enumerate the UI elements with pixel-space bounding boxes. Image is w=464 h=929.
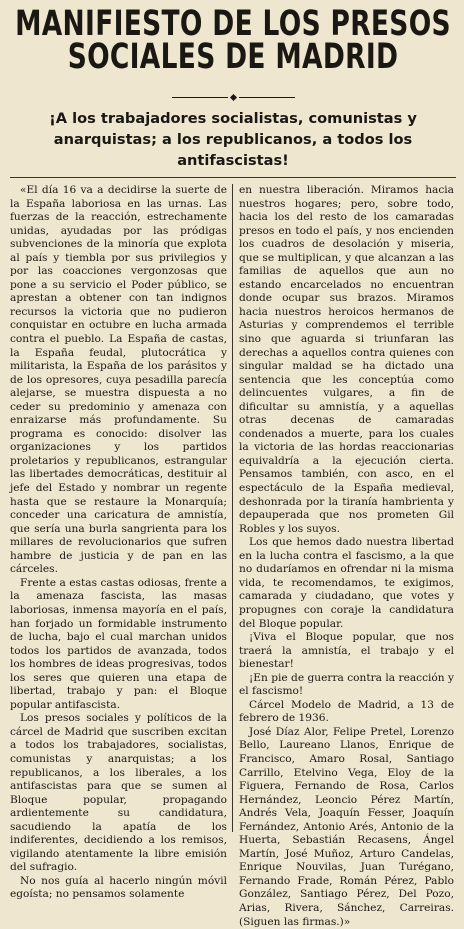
paragraph: en nuestra liberación. Miramos hacia nuestros hogares; pero, sobre todo, hacia los del resto de los camaradas presos en todo el país, y nos encienden los cuadros de desolación y miseria, que se multiplican, y que alcanzan a las familias de aquellos que aun no estando encarcelados no encuentran donde ocupar sus brazos. Miramos hacia nuestros heroicos hermanos de Asturias y comprendemos el terrible sino que aguarda si triunfaran las derechas a aquellos contra quienes con singular maldad se ha dictado una sentencia que les conceptúa como delincuentes vulgares, a fin de dificultar su amnistía, y a aquellas otras decenas de camaradas condenados a muerte, para los cuales la victoria de las hordas reaccionarias equivaldría a la ejecución cierta. Pensamos también, con asco, en el espectáculo de la España medieval, deshonrada por la tiranía hambrienta y depauperada que nos prometen Gil Robles y los suyos. (239, 184, 454, 535)
slogan: ¡Viva el Bloque popular, que nos traerá la amnistía, el trabajo y el bienestar! (239, 631, 454, 671)
ornament-line-right (239, 97, 295, 98)
paragraph: Frente a estas castas odiosas, frente a la amenaza fascista, las masas laboriosas, inmensa mayoría en el país, han forjado un formidable instrumento de lucha, bajo el cual marchan unidos todos los partidos de avanzada, todos los hombres de ideas progresivas, todos los seres que quieren una etapa de libertad, trabajo y pan: el Bloque popular antifascista. (10, 576, 227, 711)
article-body (10, 184, 456, 928)
ornament-diamond (229, 93, 236, 100)
paragraph: Los presos sociales y políticos de la cárcel de Madrid que suscriben excitan a todos los trabajadores, socialistas, comunistas y anarquistas; a los republicanos, a los liberales, a los antifascistas para que se sumen al Bloque popular, propagando ardientemente su candidatura, sacudiendo la apatía de los indiferentes, decidiendo a los remisos, vigilando atentamente la libre emisión del sufragio. (10, 712, 227, 874)
headline-line-2: SOCIALES DE MADRID (67, 36, 399, 78)
section-rule (10, 177, 456, 178)
headline-line-1: MANIFIESTO DE LOS PRESOS (15, 3, 451, 45)
paragraph: «El día 16 va a decidirse la suerte de la España laboriosa en las urnas. Las fuerzas de la reacción, estrechamente unidas, ayudadas por las pródigas subvenciones de la minoría que explota al país y tiembla por sus privilegios y por las coacciones vergonzosas que pone a su servicio el Poder público, se aprestan a obtener con tan indignos recursos la victoria que no pudieron conquistar en octubre en lucha armada contra el pueblo. La España de castas, la España feudal, plutocrática y militarista, la España de los parásitos y de los opresores, cuya pesadilla parecía alejarse, se muestra dispuesta a no ceder su predominio y amenaza con enraizarse más profundamente. Su programa es conocido: disolver las organizaciones y los partidos proletarios y republicanos, estrangular las libertades democráticas, destituir al jefe del Estado y nombrar un regente hasta que se restaure la Monarquía; conceder una caricatura de amnistía, que sería una burla sangrienta para los millares de revolucionarios que sufren hambre de justicia y de pan en las cárceles. (10, 184, 227, 576)
slogan: ¡En pie de guerra contra la reacción y el fascismo! (239, 671, 454, 698)
place-date-line: Cárcel Modelo de Madrid, a 13 de febrero de 1936. (239, 698, 454, 725)
paragraph: Los que hemos dado nuestra libertad en la lucha contra el fascismo, a la que no dudaríamos en ofrendar ni la misma vida, te recomendamos, te exigimos, camarada y ciudadano, que votes y propugnes con coraje la candidatura del Bloque popular. (239, 536, 454, 630)
headline-block (10, 2, 456, 88)
ornament-divider (10, 90, 456, 104)
ornament-line-left (172, 97, 228, 98)
signatories: José Díaz Alor, Felipe Pretel, Lorenzo Bello, Laureano Llanos, Enrique de Francisco, Amaro Rosal, Santiago Carrillo, Etelvino Vega, Eloy de la Figuera, Fernando de Rosa, Carlos Hernández, Leoncio Pérez Martín, Andrés Vela, Joaquín Fesser, Joaquín Fernández, Antonio Arés, Antonio de la Huerta, Sebastián Recasens, Ángel Martín, José Muñoz, Arturo Candelas, Enrique Nouvilas, Juan Turégano, Fernando Frade, Román Pérez, Pablo González, Santiago Pérez, Del Pozo, Arias, Rivera, Sánchez, Carreiras. (Siguen las firmas.)» (239, 725, 454, 928)
paragraph: No nos guía al hacerlo ningún móvil egoísta; no pensamos solamente (10, 874, 227, 901)
right-column (232, 184, 454, 928)
left-column (10, 184, 232, 901)
subheadline: ¡A los trabajadores socialistas, comunistas y anarquistas; a los republicanos, a todos los antifascistas! (49, 110, 417, 169)
